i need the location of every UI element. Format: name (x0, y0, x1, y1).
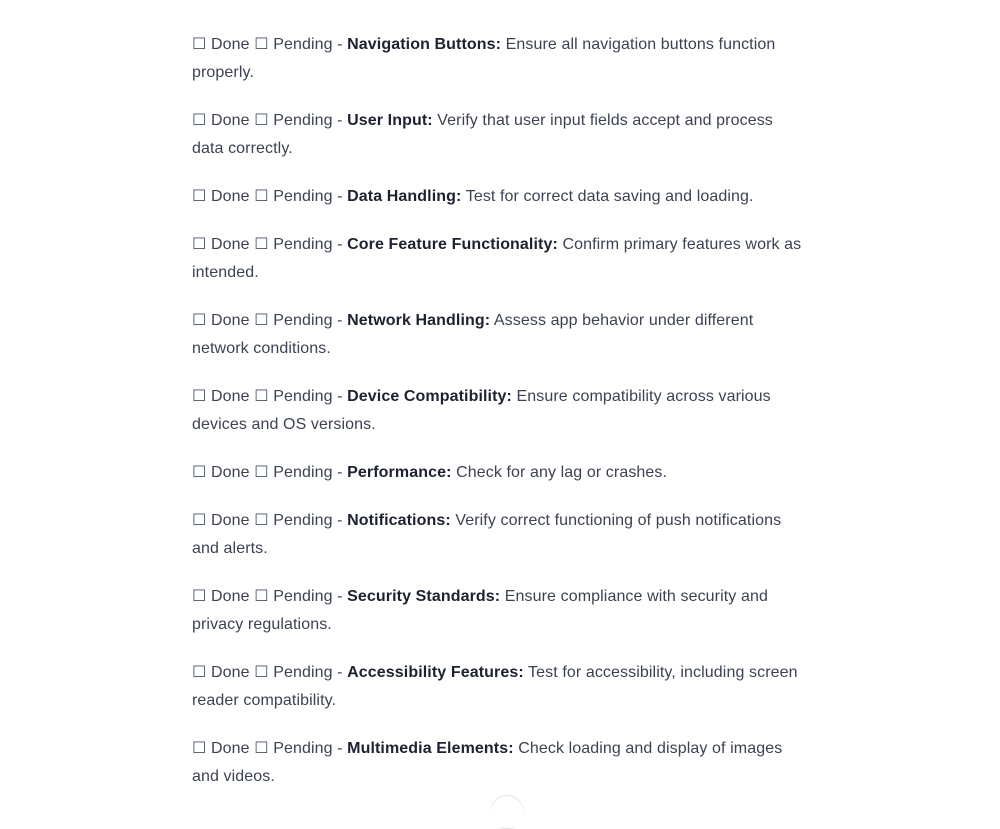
item-title: Device Compatibility: (347, 388, 512, 405)
checklist-item (192, 383, 808, 439)
pending-label: Pending (273, 740, 333, 757)
item-description: Test for accessibility, including screen reader compatibility. (192, 664, 798, 709)
item-title: Security Standards: (347, 588, 501, 605)
checklist-item (192, 659, 808, 715)
item-description: Check loading and display of images and videos. (192, 740, 783, 785)
item-description: Assess app behavior under different network conditions. (192, 312, 754, 357)
scroll-to-bottom-button[interactable] (490, 795, 524, 829)
done-label: Done (211, 388, 250, 405)
checklist-item (192, 107, 808, 163)
pending-label: Pending (273, 312, 333, 329)
item-description: Verify that user input fields accept and process data correctly. (192, 112, 773, 157)
item-title: User Input: (347, 112, 433, 129)
separator: - (337, 188, 343, 205)
done-checkbox[interactable]: ☐ (192, 512, 207, 529)
item-title: Data Handling: (347, 188, 462, 205)
separator: - (337, 388, 343, 405)
done-label: Done (211, 588, 250, 605)
item-description: Ensure all navigation buttons function properly. (192, 36, 776, 81)
done-label: Done (211, 312, 250, 329)
pending-label: Pending (273, 36, 333, 53)
item-title: Network Handling: (347, 312, 491, 329)
done-checkbox[interactable]: ☐ (192, 312, 207, 329)
separator: - (337, 740, 343, 757)
done-checkbox[interactable]: ☐ (192, 188, 207, 205)
pending-label: Pending (273, 512, 333, 529)
item-title: Accessibility Features: (347, 664, 524, 681)
done-checkbox[interactable]: ☐ (192, 464, 207, 481)
done-label: Done (211, 36, 250, 53)
pending-checkbox[interactable]: ☐ (254, 588, 269, 605)
separator: - (337, 512, 343, 529)
pending-label: Pending (273, 664, 333, 681)
checklist-item (192, 31, 808, 87)
pending-checkbox[interactable]: ☐ (254, 512, 269, 529)
separator: - (337, 312, 343, 329)
checklist-item (192, 183, 808, 211)
done-checkbox[interactable]: ☐ (192, 588, 207, 605)
pending-checkbox[interactable]: ☐ (254, 740, 269, 757)
done-checkbox[interactable]: ☐ (192, 740, 207, 757)
item-description: Ensure compatibility across various devices and OS versions. (192, 388, 771, 433)
pending-label: Pending (273, 236, 333, 253)
separator: - (337, 664, 343, 681)
item-title: Core Feature Functionality: (347, 236, 558, 253)
item-title: Multimedia Elements: (347, 740, 514, 757)
pending-checkbox[interactable]: ☐ (254, 112, 269, 129)
item-description: Confirm primary features work as intended. (192, 236, 802, 281)
pending-checkbox[interactable]: ☐ (254, 388, 269, 405)
done-checkbox[interactable]: ☐ (192, 112, 207, 129)
done-checkbox[interactable]: ☐ (192, 236, 207, 253)
done-checkbox[interactable]: ☐ (192, 664, 207, 681)
item-title: Notifications: (347, 512, 451, 529)
checklist-item (192, 507, 808, 563)
done-checkbox[interactable]: ☐ (192, 388, 207, 405)
item-description: Verify correct functioning of push notifications and alerts. (192, 512, 782, 557)
checklist-item (192, 307, 808, 363)
pending-label: Pending (273, 588, 333, 605)
pending-label: Pending (273, 388, 333, 405)
item-description: Check for any lag or crashes. (456, 464, 668, 481)
checklist-item (192, 231, 808, 287)
item-title: Navigation Buttons: (347, 36, 502, 53)
item-description: Ensure compliance with security and privacy regulations. (192, 588, 768, 633)
checklist-item (192, 459, 808, 487)
item-title: Performance: (347, 464, 452, 481)
separator: - (337, 112, 343, 129)
done-label: Done (211, 512, 250, 529)
pending-checkbox[interactable]: ☐ (254, 464, 269, 481)
pending-checkbox[interactable]: ☐ (254, 312, 269, 329)
pending-checkbox[interactable]: ☐ (254, 236, 269, 253)
separator: - (337, 236, 343, 253)
separator: - (337, 588, 343, 605)
done-label: Done (211, 740, 250, 757)
pending-checkbox[interactable]: ☐ (254, 664, 269, 681)
done-label: Done (211, 112, 250, 129)
pending-checkbox[interactable]: ☐ (254, 188, 269, 205)
item-description: Test for correct data saving and loading. (465, 188, 754, 205)
done-label: Done (211, 188, 250, 205)
pending-label: Pending (273, 464, 333, 481)
done-checkbox[interactable]: ☐ (192, 36, 207, 53)
done-label: Done (211, 664, 250, 681)
pending-checkbox[interactable]: ☐ (254, 36, 269, 53)
separator: - (337, 464, 343, 481)
checklist-message-content (192, 11, 808, 811)
done-label: Done (211, 236, 250, 253)
pending-label: Pending (273, 112, 333, 129)
separator: - (337, 36, 343, 53)
pending-label: Pending (273, 188, 333, 205)
checklist-item (192, 735, 808, 791)
done-label: Done (211, 464, 250, 481)
checklist-item (192, 583, 808, 639)
